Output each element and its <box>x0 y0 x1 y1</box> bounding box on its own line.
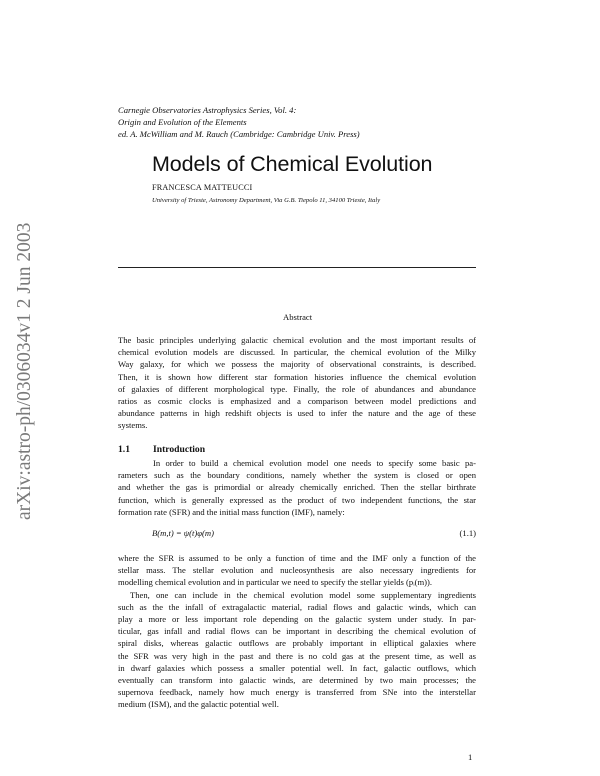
arxiv-stamp: arXiv:astro-ph/0306034v1 2 Jun 2003 <box>14 222 35 520</box>
series-line-1: Carnegie Observatories Astrophysics Series, Vol. 4: <box>118 105 297 115</box>
body-line: stellar mass. The stellar evolution and nucleosynthesis are also necessary ingredients for <box>118 565 476 576</box>
intro-paragraph-1 <box>118 457 476 518</box>
body-line: medium (ISM), and the galactic potential well. <box>118 699 279 710</box>
equation-1-1 <box>152 528 476 538</box>
body-line: function, which is generally expressed as the product of two independent functions, the star <box>118 494 476 505</box>
body-line: rameters such as the boundary conditions, namely whether the system is closed or open <box>118 470 476 481</box>
body-line: play a more or less important role depending on the galactic system under study. In par- <box>118 614 476 625</box>
abstract-line: chemical evolution models are discussed. In particular, the chemical evolution of the Milky <box>118 347 476 358</box>
equation-formula: B(m,t) = ψ(t)φ(m) <box>152 528 214 538</box>
page-number: 1 <box>468 752 473 762</box>
body-line: the SFR was very high in the past and there is no cold gas at the present time, as well as <box>118 650 476 661</box>
intro-paragraph-2 <box>118 552 476 711</box>
author-affiliation: University of Trieste, Astronomy Department, Via G.B. Tiepolo 11, 34100 Trieste, Italy <box>152 197 381 204</box>
body-line: In order to build a chemical evolution model one needs to specify some basic pa- <box>153 458 476 468</box>
abstract-heading: Abstract <box>283 312 313 322</box>
abstract-line: The basic principles underlying galactic chemical evolution and the most important results of <box>118 335 476 345</box>
paper-title: Models of Chemical Evolution <box>152 152 433 176</box>
abstract-line: of galaxies of different morphological type. Finally, the role of abundances and abundance <box>118 383 476 394</box>
section-heading <box>118 444 205 455</box>
abstract-body <box>118 334 476 432</box>
body-line: eventually can transform into galactic winds, are determined by two main processes; the <box>118 675 476 686</box>
abstract-line: Way galaxy, for which we possess the majority of observational constraints, is described. <box>118 359 476 370</box>
abstract-line: abundance patterns in high redshift objects is used to infer the nature and the age of these <box>118 408 476 419</box>
abstract-line: systems. <box>118 420 148 431</box>
body-line: where the SFR is assumed to be only a function of time and the IMF only a function of the <box>118 553 476 563</box>
body-line: Then, one can include in the chemical evolution model some supplementary ingredients <box>130 589 476 600</box>
abstract-line: ratios as cosmic clocks is emphasized and a comparison between model predictions and <box>118 396 476 407</box>
body-line: and whether the gas is primordial or already chemically enriched. Then the stellar birthrate <box>118 482 476 493</box>
section-number: 1.1 <box>118 444 130 455</box>
series-line-3: ed. A. McWilliam and M. Rauch (Cambridge: Cambridge Univ. Press) <box>118 129 360 140</box>
body-line: supernova feedback, namely how much energy is transferred from SNe into the interstellar <box>118 687 476 698</box>
series-line-2: Origin and Evolution of the Elements <box>118 117 247 128</box>
equation-number: (1.1) <box>459 528 476 538</box>
body-line: ticular, gas infall and radial flows can be important in describing the chemical evolution of <box>118 626 476 637</box>
section-title: Introduction <box>153 444 206 455</box>
author-name: FRANCESCA MATTEUCCI <box>152 183 253 192</box>
body-line: such as the the infall of extragalactic material, radial flows and galactic winds, which can <box>118 601 476 612</box>
body-line: in dwarf galaxies which possess a smaller potential well. In fact, galactic outflows, which <box>118 662 476 673</box>
title-rule <box>118 267 476 268</box>
body-line: formation rate (SFR) and the initial mass function (IMF), namely: <box>118 506 345 517</box>
body-line: modelling chemical evolution and in particular we need to specify the stellar yields (pᵢ(m)). <box>118 577 433 588</box>
series-header <box>118 104 498 141</box>
body-line: spiral disks, whereas galactic outflows are probably important in elliptical galaxies where <box>118 638 476 649</box>
abstract-line: Then, it is shown how different star formation histories influence the chemical evolution <box>118 371 476 382</box>
